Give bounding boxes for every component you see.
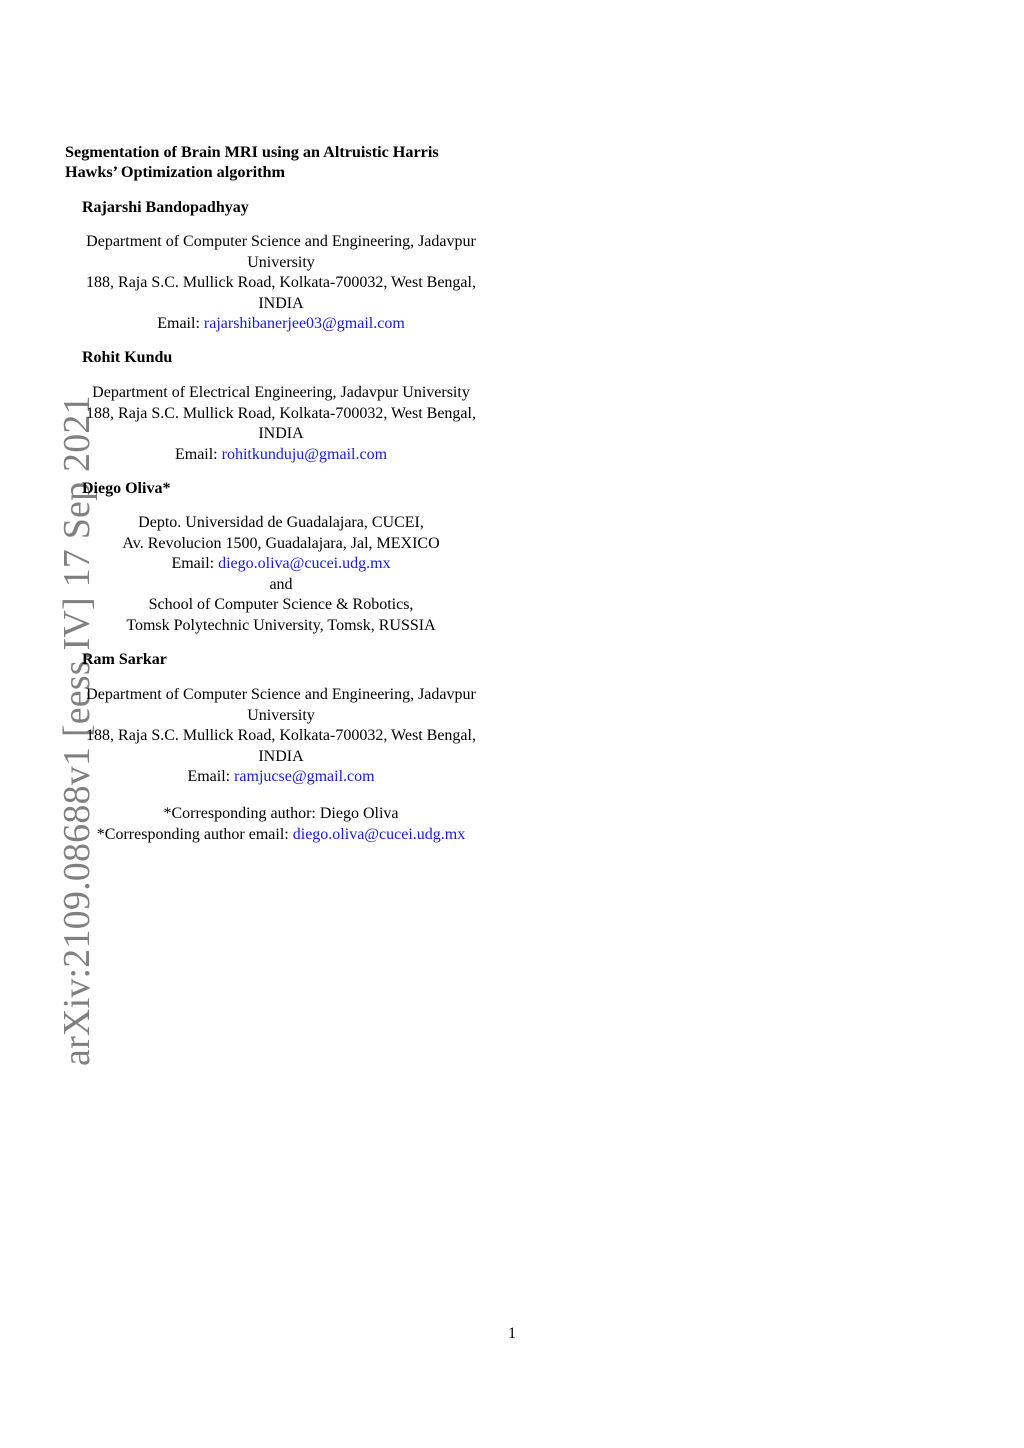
email-link[interactable]: ramjucse@gmail.com	[234, 768, 375, 785]
email-link[interactable]: rohitkunduju@gmail.com	[221, 445, 388, 463]
title-line: Hawks’ Optimization algorithm	[65, 163, 286, 181]
paper-title	[65, 142, 497, 182]
affiliation-line: Tomsk Polytechnic University, Tomsk, RUSSIA	[126, 616, 436, 634]
affiliation-line: University	[247, 706, 315, 724]
corresponding-author-block	[65, 804, 497, 845]
email-label: Email:	[171, 555, 215, 572]
affiliation-line: University	[247, 253, 315, 271]
corresponding-author-line: *Corresponding author: Diego Oliva	[163, 805, 399, 822]
affiliation-line: 188, Raja S.C. Mullick Road, Kolkata-700032, West Bengal,	[86, 727, 476, 744]
author-name: Ram Sarkar	[82, 651, 167, 668]
affiliation-line: Department of Computer Science and Engineering, Jadavpur	[86, 233, 476, 250]
affiliation-line: 188, Raja S.C. Mullick Road, Kolkata-700032, West Bengal,	[86, 274, 476, 291]
email-label: Email:	[174, 445, 218, 463]
email-line	[65, 314, 497, 335]
author-name: Rajarshi Bandopadhyay	[82, 199, 249, 216]
author-name: Diego Oliva*	[82, 480, 171, 497]
email-line	[65, 554, 497, 575]
corresponding-email-line	[65, 825, 497, 846]
email-label: Email:	[157, 315, 200, 332]
email-link[interactable]: rajarshibanerjee03@gmail.com	[203, 315, 405, 332]
affiliation-line: Av. Revolucion 1500, Guadalajara, Jal, MEXICO	[122, 534, 440, 552]
email-line	[65, 445, 497, 466]
arxiv-identifier-stamp: arXiv:2109.08688v1 [eess.IV] 17 Sep 2021	[56, 395, 98, 1066]
author-affiliation	[65, 383, 497, 465]
author-affiliation	[65, 513, 497, 636]
affiliation-line: INDIA	[258, 294, 304, 312]
author-affiliation	[65, 685, 497, 788]
author-affiliation	[65, 232, 497, 335]
page-number: 1	[508, 1325, 516, 1342]
affiliation-line: INDIA	[258, 747, 304, 765]
email-link[interactable]: diego.oliva@cucei.udg.mx	[218, 555, 391, 572]
affiliation-line: 188, Raja S.C. Mullick Road, Kolkata-700032, West Bengal,	[86, 404, 476, 422]
email-link[interactable]: diego.oliva@cucei.udg.mx	[292, 825, 466, 843]
author-name: Rohit Kundu	[82, 349, 173, 366]
email-line	[65, 767, 497, 788]
affiliation-line: Department of Computer Science and Engineering, Jadavpur	[86, 686, 476, 703]
email-label: Email:	[187, 768, 231, 785]
affiliation-line: INDIA	[258, 425, 304, 442]
affiliation-line: and	[269, 575, 293, 593]
affiliation-line: School of Computer Science & Robotics,	[148, 596, 414, 613]
email-label: *Corresponding author email:	[96, 825, 289, 843]
affiliation-line: Depto. Universidad de Guadalajara, CUCEI,	[138, 514, 424, 531]
affiliation-line: Department of Electrical Engineering, Jadavpur University	[92, 384, 470, 401]
title-line: Segmentation of Brain MRI using an Altruistic Harris	[65, 143, 439, 161]
